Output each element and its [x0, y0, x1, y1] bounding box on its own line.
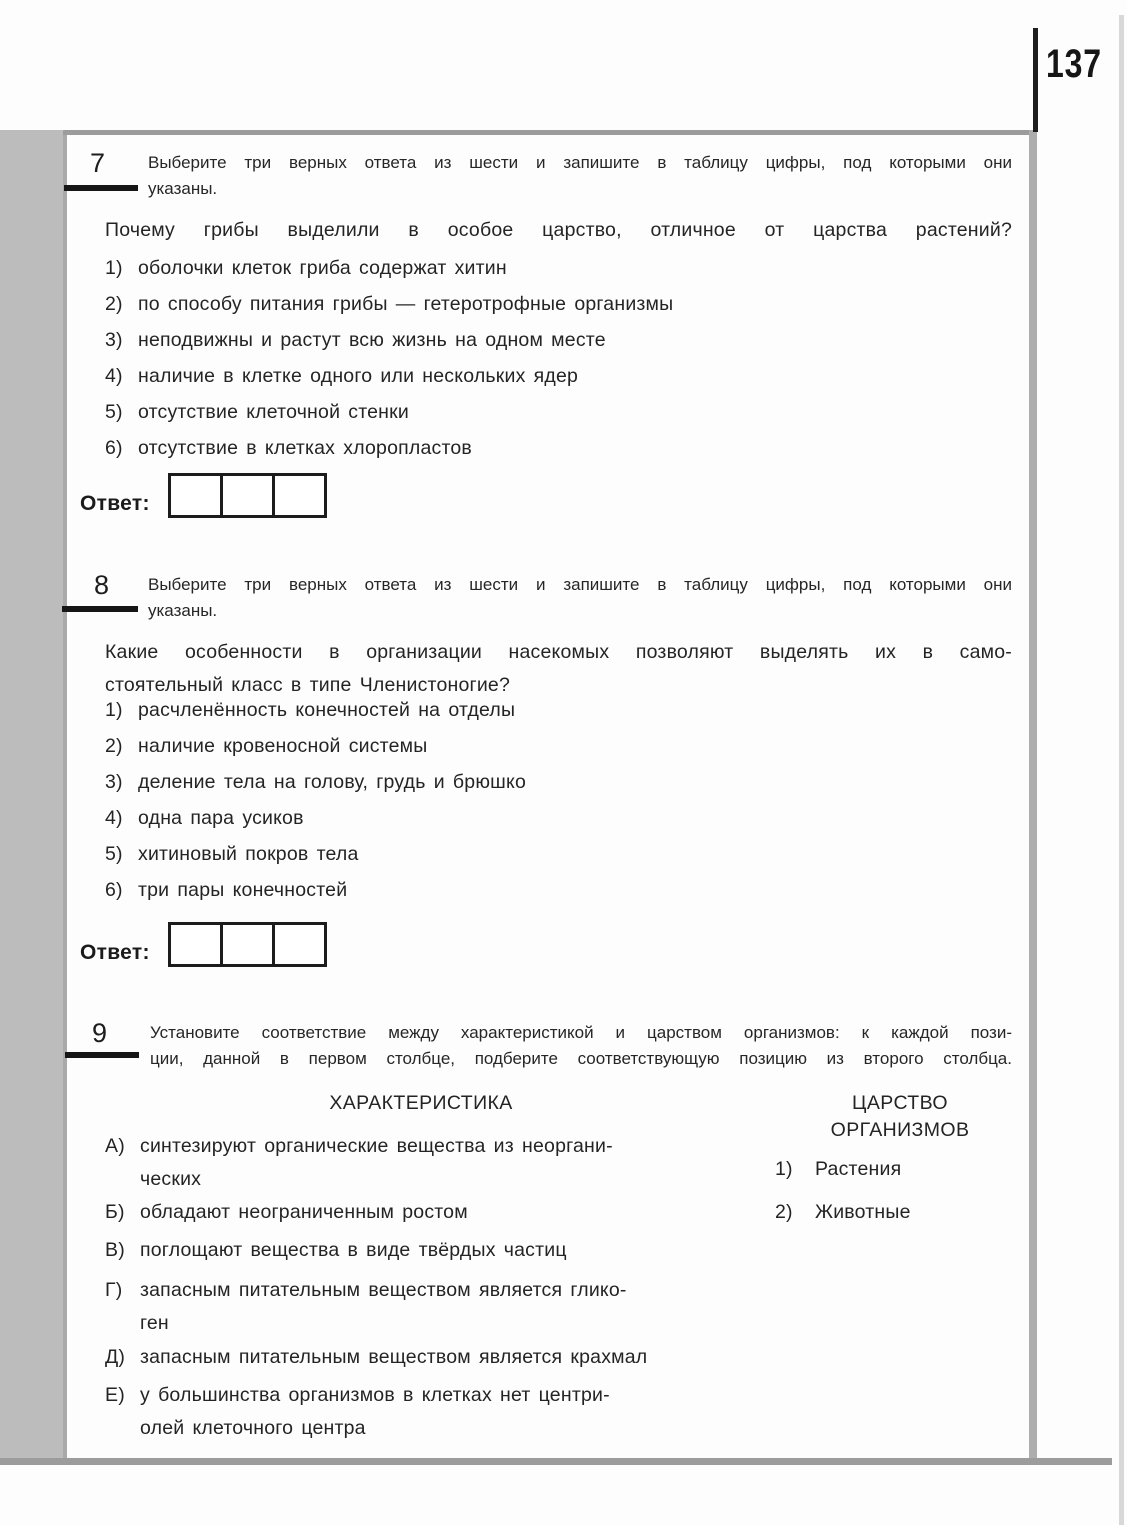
match-item-letter: Б)	[105, 1201, 125, 1223]
page-number-bar	[1033, 28, 1038, 132]
match-item-text: запасным питательным веществом является крахмал	[140, 1346, 648, 1368]
option-row	[105, 430, 1025, 466]
option-number: 6)	[105, 437, 123, 459]
option-number: 4)	[105, 807, 123, 829]
match-item-a	[105, 1130, 765, 1196]
option-row	[105, 692, 1025, 728]
option-number: 5)	[105, 401, 123, 423]
prompt-line: Какие особенности в организации насекомых позволяют выделять их в само-	[105, 641, 1012, 663]
option-text: наличие в клетке одного или нескольких ядер	[138, 365, 579, 387]
option-row	[105, 250, 1025, 286]
question-8-underline	[62, 606, 138, 612]
match-item-text	[140, 1379, 610, 1445]
match-right-header-line: ЦАРСТВО	[852, 1092, 948, 1114]
answer-cell	[168, 473, 223, 518]
option-number: 6)	[105, 879, 123, 901]
question-8-options	[105, 692, 1025, 908]
match-item-g	[105, 1274, 765, 1340]
match-item-text	[140, 1274, 627, 1340]
question-8-instruction	[148, 572, 1012, 624]
question-7-prompt: Почему грибы выделили в особое царство, отличное от царства растений?	[105, 219, 1012, 241]
option-text: оболочки клеток гриба содержат хитин	[138, 257, 507, 279]
question-7-answer-label: Ответ:	[80, 492, 150, 515]
answer-cell	[272, 922, 327, 967]
match-right-text: Растения	[815, 1158, 902, 1180]
match-item-text: обладают неограниченным ростом	[140, 1201, 468, 1223]
question-7-number: 7	[90, 148, 106, 178]
instruction-line: Установите соответствие между характеристикой и царством организмов: к каждой пози-	[150, 1023, 1012, 1042]
match-item-letter: Д)	[105, 1346, 126, 1368]
match-item-line: запасным питательным веществом является глико-	[140, 1279, 627, 1301]
instruction-line: ции, данной в первом столбце, подберите соответствующую позицию из второго столбца.	[150, 1049, 1012, 1068]
answer-cell	[272, 473, 327, 518]
question-7-underline	[64, 185, 138, 191]
option-text: хитиновый покров тела	[138, 843, 359, 865]
option-row	[105, 728, 1025, 764]
option-text: деление тела на голову, грудь и брюшко	[138, 771, 526, 793]
option-text: отсутствие клеточной стенки	[138, 401, 409, 423]
match-item-line: ген	[140, 1312, 169, 1334]
question-7-instruction	[148, 150, 1012, 202]
instruction-line: указаны.	[148, 179, 218, 198]
answer-cell	[220, 922, 275, 967]
option-number: 1)	[105, 257, 123, 279]
match-right-item-2	[775, 1196, 1035, 1229]
match-item-letter: Г)	[105, 1279, 123, 1301]
option-number: 4)	[105, 365, 123, 387]
page-frame-right-border	[1029, 130, 1037, 1460]
match-right-number: 2)	[775, 1201, 793, 1223]
option-number: 2)	[105, 735, 123, 757]
answer-cell	[220, 473, 275, 518]
question-7-options	[105, 250, 1025, 466]
match-item-line: олей клеточного центра	[140, 1417, 366, 1439]
option-row	[105, 764, 1025, 800]
match-item-text: поглощают вещества в виде твёрдых частиц	[140, 1239, 567, 1261]
option-row	[105, 358, 1025, 394]
option-number: 3)	[105, 771, 123, 793]
question-8-answer-box	[168, 922, 327, 967]
instruction-line: Выберите три верных ответа из шести и запишите в таблицу цифры, под которыми они	[148, 153, 1012, 172]
option-number: 1)	[105, 699, 123, 721]
scan-right-edge	[1119, 15, 1124, 1525]
option-text: наличие кровеносной системы	[138, 735, 428, 757]
scan-left-margin-strip	[0, 130, 67, 1460]
match-item-e	[105, 1379, 765, 1445]
option-row	[105, 800, 1025, 836]
match-left-header: ХАРАКТЕРИСТИКА	[329, 1092, 513, 1114]
option-row	[105, 286, 1025, 322]
match-item-d	[105, 1341, 765, 1374]
match-right-number: 1)	[775, 1158, 793, 1180]
match-right-header-line: ОРГАНИЗМОВ	[830, 1119, 970, 1141]
match-item-b	[105, 1196, 765, 1229]
option-row	[105, 322, 1025, 358]
option-row	[105, 394, 1025, 430]
option-number: 3)	[105, 329, 123, 351]
match-item-text	[140, 1130, 613, 1196]
option-text: по способу питания грибы — гетеротрофные организмы	[138, 293, 674, 315]
question-7-answer-box	[168, 473, 327, 518]
answer-cell	[168, 922, 223, 967]
question-8-answer-label: Ответ:	[80, 941, 150, 964]
option-number: 5)	[105, 843, 123, 865]
prompt-line: стоятельный класс в типе Членистоногие?	[105, 674, 511, 696]
match-item-letter: В)	[105, 1239, 125, 1261]
match-item-line: синтезируют органические вещества из неоргани-	[140, 1135, 613, 1157]
option-row	[105, 872, 1025, 908]
option-text: одна пара усиков	[138, 807, 304, 829]
option-row	[105, 836, 1025, 872]
option-text: неподвижны и растут всю жизнь на одном месте	[138, 329, 606, 351]
question-9-underline	[65, 1052, 139, 1058]
option-number: 2)	[105, 293, 123, 315]
option-text: отсутствие в клетках хлоропластов	[138, 437, 472, 459]
match-item-line: ческих	[140, 1168, 202, 1190]
match-right-item-1	[775, 1153, 1035, 1186]
question-8-number: 8	[94, 570, 110, 600]
instruction-line: указаны.	[148, 601, 218, 620]
match-right-text: Животные	[815, 1201, 911, 1223]
page-frame-top-border	[63, 130, 1037, 135]
option-text: три пары конечностей	[138, 879, 348, 901]
page-frame-bottom-border	[0, 1458, 1112, 1465]
question-9-number: 9	[92, 1018, 108, 1048]
question-9-instruction	[150, 1020, 1012, 1072]
match-item-line: у большинства организмов в клетках нет центри-	[140, 1384, 610, 1406]
page-number: 137	[1046, 42, 1102, 86]
match-item-v	[105, 1234, 765, 1267]
match-item-letter: А)	[105, 1135, 125, 1157]
match-right-header	[790, 1090, 1010, 1144]
instruction-line: Выберите три верных ответа из шести и запишите в таблицу цифры, под которыми они	[148, 575, 1012, 594]
match-item-letter: Е)	[105, 1384, 125, 1406]
option-text: расчленённость конечностей на отделы	[138, 699, 516, 721]
